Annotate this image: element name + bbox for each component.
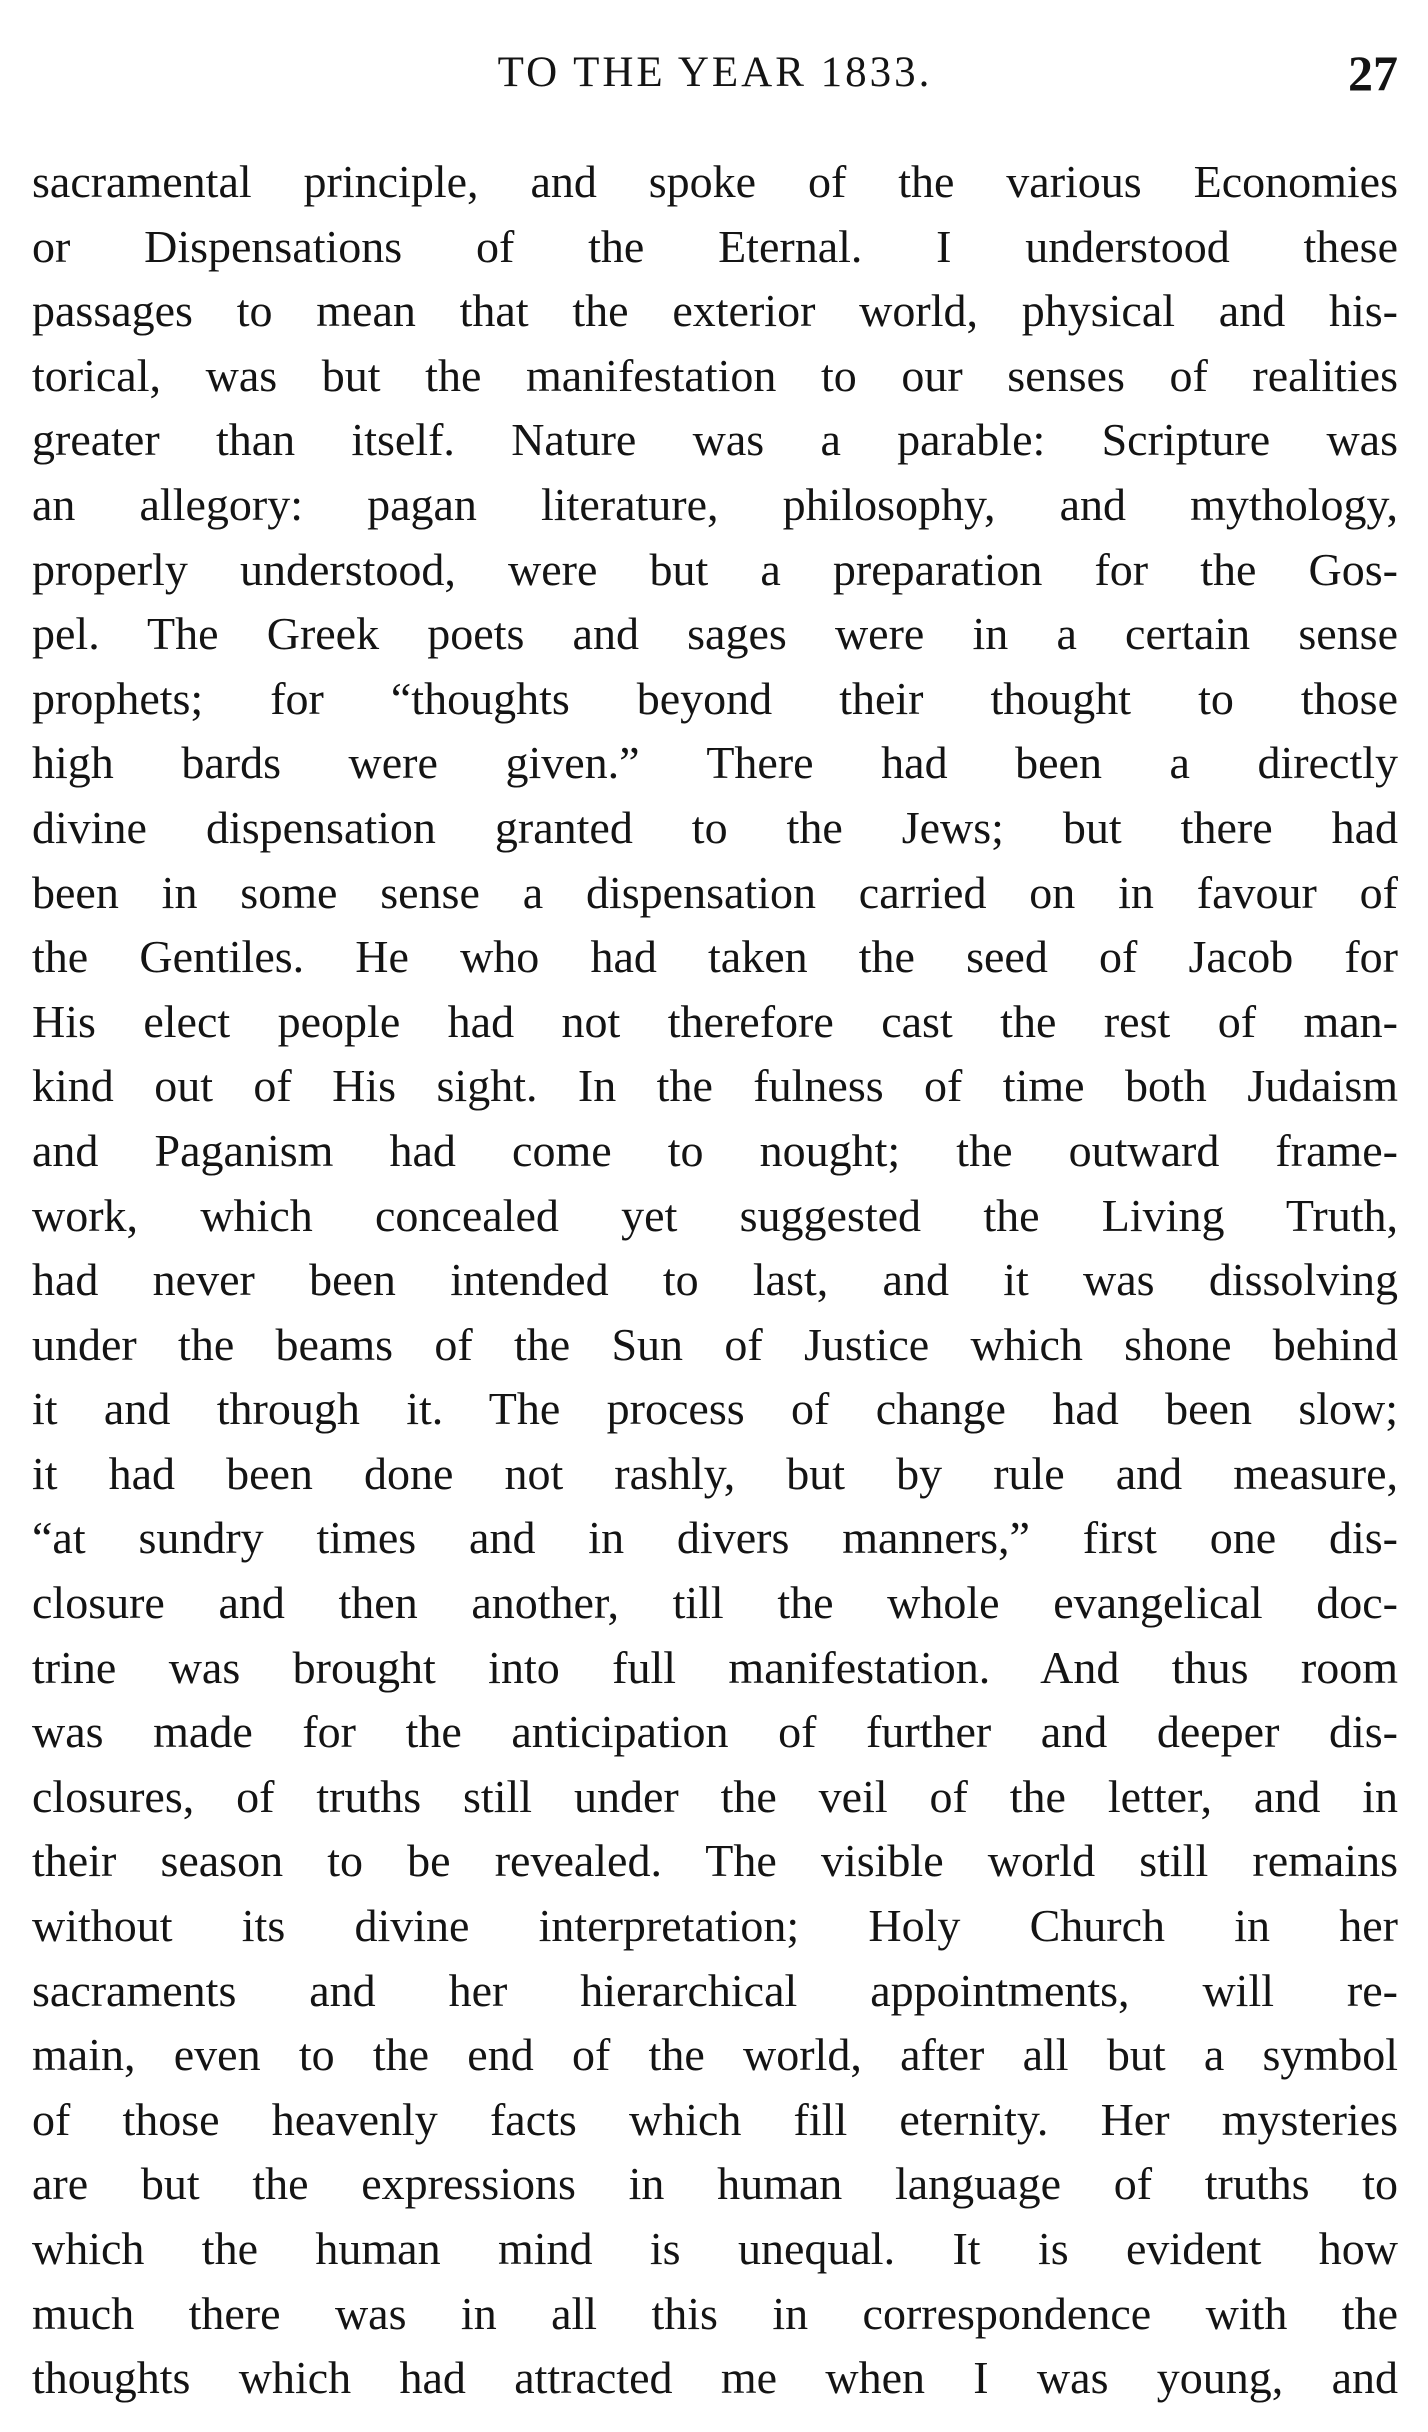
text-line: are but the expressions in human language of truths to <box>32 2158 1398 2210</box>
text-line: His elect people had not therefore cast the rest of man- <box>32 995 1398 1047</box>
body-text <box>32 150 1398 2411</box>
text-line: sacramental principle, and spoke of the various Economies <box>32 156 1398 207</box>
text-line: and Paganism had come to nought; the outward frame- <box>32 1124 1398 1176</box>
text-line: or Dispensations of the Eternal. I understood these <box>32 220 1398 272</box>
text-line: under the beams of the Sun of Justice which shone behind <box>32 1318 1398 1370</box>
text-line: which the human mind is unequal. It is evident how <box>32 2223 1398 2274</box>
text-line: work, which concealed yet suggested the Living Truth, <box>32 1189 1398 1241</box>
running-head <box>32 38 1398 108</box>
text-line: passages to mean that the exterior world, physical and his- <box>32 285 1398 337</box>
text-line: it and through it. The process of change had been slow; <box>32 1383 1398 1435</box>
text-line: it had been done not rashly, but by rule and measure, <box>32 1447 1398 1499</box>
text-line: sacraments and her hierarchical appointments, will re- <box>32 1964 1398 2016</box>
text-line: was made for the anticipation of further and deeper dis- <box>32 1706 1398 1758</box>
text-line: been in some sense a dispensation carried on in favour of <box>32 866 1398 918</box>
text-line: much there was in all this in correspondence with the <box>32 2287 1398 2339</box>
text-line: pel. The Greek poets and sages were in a certain sense <box>32 608 1398 660</box>
text-line: “at sundry times and in divers manners,” first one dis- <box>32 1512 1398 1564</box>
text-line: main, even to the end of the world, after all but a symbol <box>32 2029 1398 2081</box>
text-line: prophets; for “thoughts beyond their thought to those <box>32 672 1398 724</box>
text-line: an allegory: pagan literature, philosophy, and mythology, <box>32 478 1398 530</box>
text-line: greater than itself. Nature was a parable: Scripture was <box>32 414 1398 466</box>
text-line: of those heavenly facts which fill eternity. Her mysteries <box>32 2093 1398 2145</box>
text-line: high bards were given.” There had been a directly <box>32 737 1398 789</box>
text-line: properly understood, were but a preparation for the Gos- <box>32 543 1398 595</box>
text-line: divine dispensation granted to the Jews; but there had <box>32 801 1398 853</box>
text-line: trine was brought into full manifestation. And thus room <box>32 1641 1398 1693</box>
text-line: closures, of truths still under the veil of the letter, and in <box>32 1770 1398 1822</box>
text-line: their season to be revealed. The visible world still remains <box>32 1835 1398 1887</box>
text-line: the Gentiles. He who had taken the seed of Jacob for <box>32 931 1398 983</box>
text-line: thoughts which had attracted me when I was young, and <box>32 2352 1398 2404</box>
text-line: torical, was but the manifestation to our senses of realities <box>32 349 1398 401</box>
page-number: 27 <box>1348 45 1398 101</box>
text-line: without its divine interpretation; Holy Church in her <box>32 1900 1398 1952</box>
text-line: closure and then another, till the whole evangelical doc- <box>32 1577 1398 1629</box>
running-title: TO THE YEAR 1833. <box>497 49 933 96</box>
text-line: had never been intended to last, and it was dissolving <box>32 1254 1398 1306</box>
text-line: kind out of His sight. In the fulness of time both Judaism <box>32 1060 1398 1112</box>
